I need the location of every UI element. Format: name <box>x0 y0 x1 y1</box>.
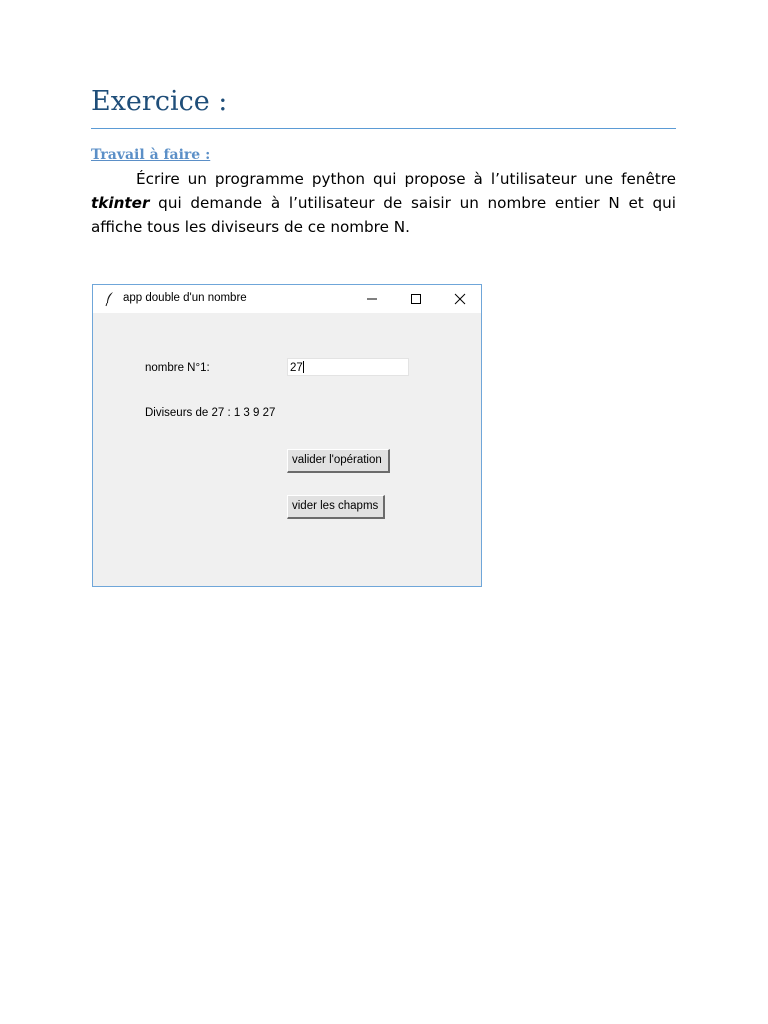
minimize-icon[interactable] <box>363 290 381 308</box>
maximize-icon[interactable] <box>407 290 425 308</box>
title-divider <box>91 128 676 129</box>
tkinter-window <box>92 284 482 587</box>
number-input[interactable] <box>287 358 409 376</box>
task-description <box>91 167 676 239</box>
task-subtitle: Travail à faire : <box>91 147 211 163</box>
number-label: nombre N°1: <box>145 362 210 374</box>
task-text-part2: qui demande à l’utilisateur de saisir un nombre entier N et qui affiche tous les diviseurs de ce nombre N. <box>91 194 676 236</box>
clear-fields-button[interactable]: vider les chapms <box>287 495 385 519</box>
exercise-title: Exercice : <box>91 86 228 117</box>
feather-icon <box>105 291 115 307</box>
tkinter-emphasis: tkinter <box>91 194 150 212</box>
divisors-result: Diviseurs de 27 : 1 3 9 27 <box>145 407 276 419</box>
close-icon[interactable] <box>451 290 469 308</box>
validate-button[interactable]: valider l'opération <box>287 449 390 473</box>
window-title: app double d'un nombre <box>123 292 247 304</box>
text-caret <box>303 361 304 373</box>
number-input-value: 27 <box>290 362 303 374</box>
task-text-part1: Écrire un programme python qui propose à l’utilisateur une fenêtre <box>136 170 676 188</box>
window-titlebar[interactable] <box>93 285 481 313</box>
